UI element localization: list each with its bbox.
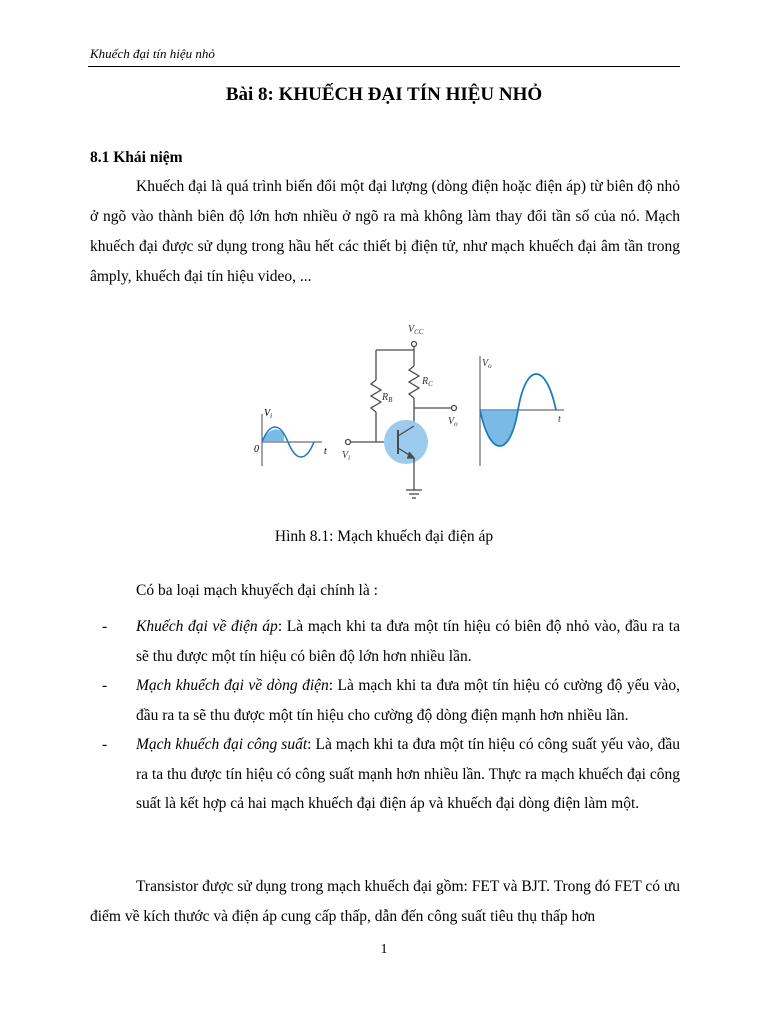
amplifier-figure (248, 318, 570, 518)
output-wave-vo-label: $V_o$ (482, 358, 492, 370)
rb-resistor (371, 380, 381, 412)
list-item-text: : Là mạch khi ta đưa một tín hiệu có công suất yếu vào, đầu ra ta thu được tín hiệu có công suất mạnh hơn nhiều lần. Thực ra mạch khuếch đại công suất là kết hợp cả hai mạch khuếch đại điện áp và khuếch đại dòng điện làm một. (136, 736, 680, 812)
rc-label: $R_C$ (422, 376, 433, 388)
input-waveform (254, 408, 327, 466)
list-dash: - (102, 736, 108, 753)
input-wave-zero-label: 0 (254, 444, 259, 455)
output-terminal (452, 406, 457, 411)
chapter-title: Bài 8: KHUẾCH ĐẠI TÍN HIỆU NHỎ (225, 84, 543, 105)
vcc-terminal (412, 342, 417, 347)
list-item (90, 730, 680, 819)
list-dash: - (102, 677, 108, 694)
vcc-label: $V_{CC}$ (408, 324, 424, 336)
input-terminal (346, 440, 351, 445)
circuit-vo-label: $V_o$ (448, 416, 458, 428)
running-header: Khuếch đại tín hiệu nhỏ (90, 46, 215, 61)
output-waveform (480, 356, 564, 466)
list-item-text: : Là mạch khi ta đưa một tín hiệu có biên độ nhỏ vào, đầu ra ta sẽ thu được một tín hiệu có biên độ lớn hơn nhiều lần. (136, 618, 680, 665)
list-dash: - (102, 618, 108, 635)
output-wave-t-label: t (558, 414, 561, 425)
list-item-term: Khuếch đại về điện áp (136, 618, 278, 635)
list-item (90, 612, 680, 671)
transistor-body (384, 420, 428, 464)
rc-resistor (409, 366, 419, 398)
list-intro: Có ba loại mạch khuyếch đại chính là : (136, 582, 378, 599)
input-wave-t-label: t (324, 446, 327, 457)
rb-label: $R_B$ (382, 392, 393, 404)
figure-caption: Hình 8.1: Mạch khuếch đại điện áp (274, 528, 494, 545)
circuit (346, 342, 457, 499)
amplifier-types-list (90, 612, 680, 819)
circuit-vi-label: $V_i$ (342, 450, 351, 462)
input-wave-vi-label: $V_i$ (264, 408, 273, 420)
list-item-term: Mạch khuếch đại về dòng điện (136, 677, 329, 694)
list-item (90, 671, 680, 730)
list-item-text: : Là mạch khi ta đưa một tín hiệu có cường độ yếu vào, đầu ra ta sẽ thu được một tín hiệu cho cường độ dòng điện mạnh hơn nhiều lần. (136, 677, 680, 724)
intro-paragraph: Khuếch đại là quá trình biến đổi một đại lượng (dòng điện hoặc điện áp) từ biên độ nhỏ ở ngõ vào thành biên độ lớn hơn nhiều ở ngõ ra mà không làm thay đổi tần số của nó. Mạch khuếch đại được sử dụng trong hầu hết các thiết bị điện tử, như mạch khuếch đại âm tần trong âmply, khuếch đại tín hiệu video, ... (90, 178, 680, 285)
list-item-term: Mạch khuếch đại công suất (136, 736, 308, 753)
header-rule (88, 66, 680, 67)
page-number: 1 (380, 942, 388, 957)
section-heading: 8.1 Khái niệm (90, 149, 183, 166)
closing-paragraph: Transistor được sử dụng trong mạch khuếch đại gồm: FET và BJT. Trong đó FET có ưu điểm về kích thước và điện áp cung cấp thấp, dẫn đến công suất tiêu thụ thấp hơn (90, 878, 680, 925)
